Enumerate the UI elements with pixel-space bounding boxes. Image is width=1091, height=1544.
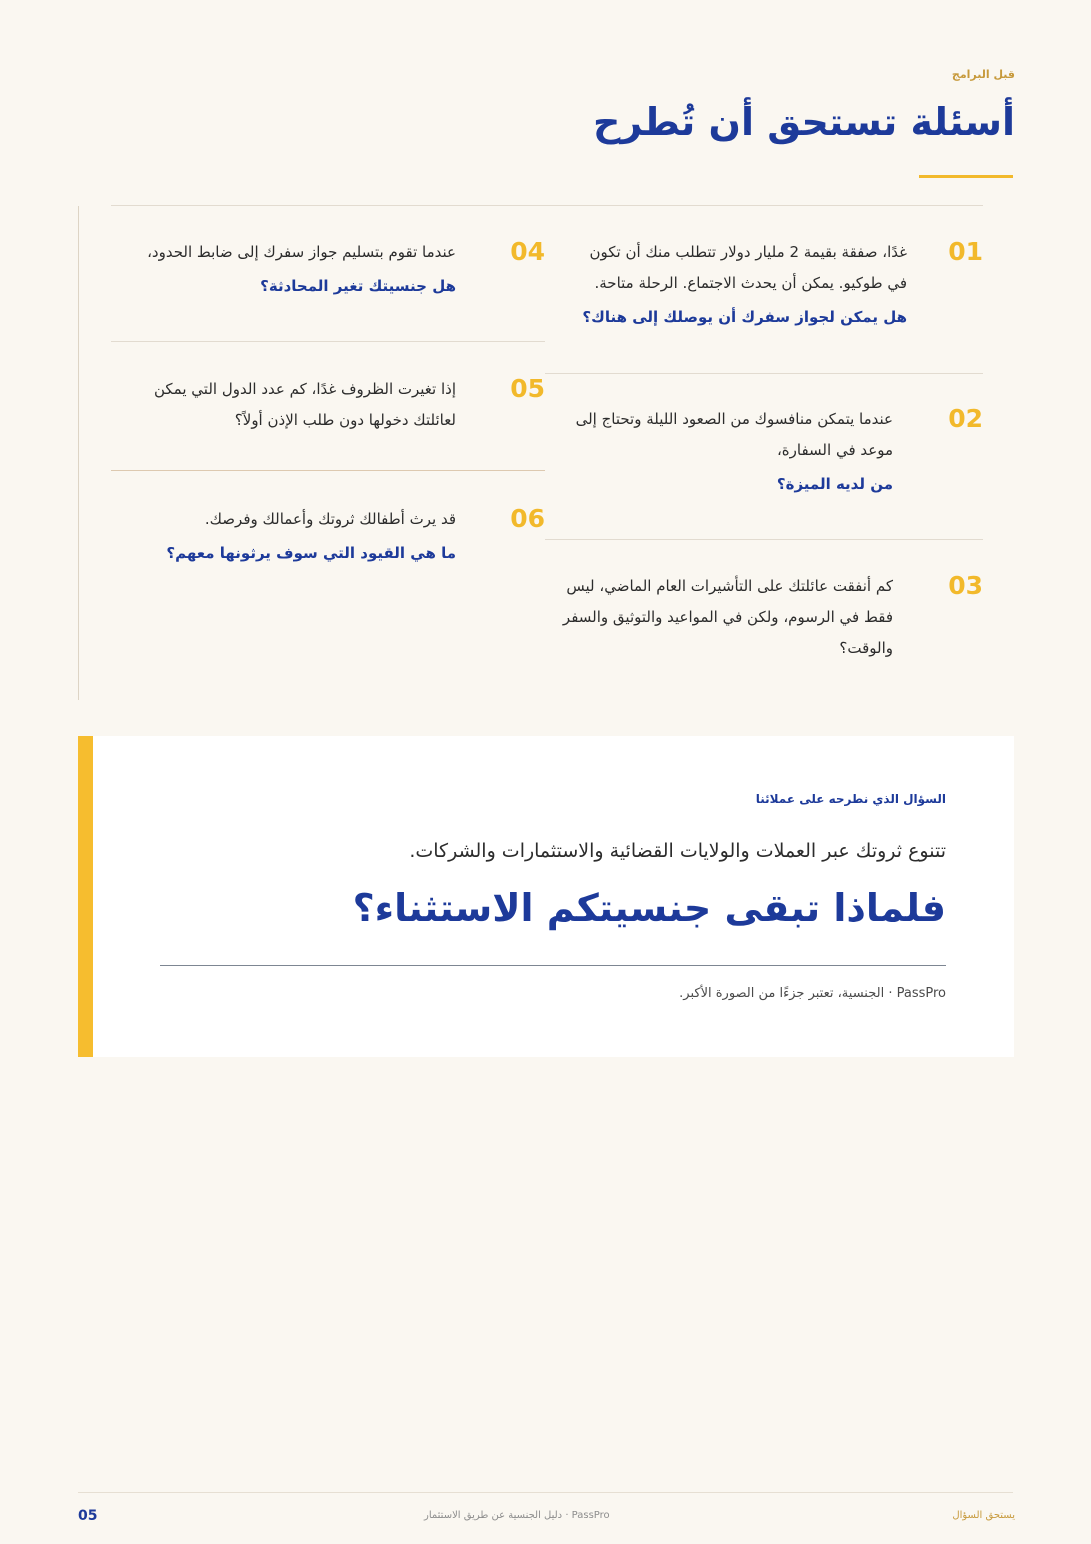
question-text-line: غدًا، صفقة بقيمة 2 مليار دولار تتطلب منك أن تكون	[589, 243, 907, 261]
question-text-line: عندما تقوم بتسليم جواز سفرك إلى ضابط الحدود،	[147, 243, 456, 261]
row-divider	[545, 539, 983, 540]
question-ask: هل جنسيتك تغير المحادثة؟	[260, 277, 456, 295]
question-item-01	[553, 237, 983, 329]
question-item-05	[115, 374, 545, 436]
page-eyebrow: قبل البرامج	[951, 68, 1015, 81]
row-divider	[111, 470, 545, 471]
question-body	[115, 374, 456, 436]
question-item-06	[115, 504, 545, 565]
question-number: 03	[948, 571, 983, 600]
title-underline	[919, 175, 1013, 178]
footer-document-title: PassPro · دليل الجنسية عن طريق الاستثمار	[424, 1510, 610, 1521]
row-divider	[111, 205, 983, 206]
question-ask: ما هي القيود التي سوف يرثونها معهم؟	[166, 544, 456, 562]
callout-subtext: تتنوع ثروتك عبر العملات والولايات القضائية والاستثمارات والشركات.	[409, 840, 946, 862]
question-body	[553, 237, 907, 329]
grid-divider-vertical	[78, 206, 79, 700]
question-body	[553, 571, 893, 664]
footer-page-number: 05	[78, 1508, 98, 1524]
question-text-line: في طوكيو. يمكن أن يحدث الاجتماع. الرحلة متاحة.	[594, 274, 907, 292]
callout-eyebrow: السؤال الذي نطرحه على عملائنا	[755, 792, 946, 806]
question-item-03	[553, 571, 983, 664]
question-text-line: فقط في الرسوم، ولكن في المواعيد والتوثيق والسفر	[562, 608, 893, 626]
question-text-line: قد يرث أطفالك ثروتك وأعمالك وفرصك.	[204, 510, 456, 528]
question-item-04	[115, 237, 545, 298]
row-divider	[111, 341, 545, 342]
question-item-02	[553, 404, 983, 496]
page-title: أسئلة تستحق أن تُطرح	[592, 100, 1015, 144]
question-body	[115, 504, 456, 565]
callout-note: PassPro · الجنسية، تعتبر جزءًا من الصورة الأكبر.	[679, 986, 946, 1001]
footer-section-title: يستحق السؤال	[952, 1510, 1015, 1521]
question-text-line: عندما يتمكن منافسوك من الصعود الليلة وتحتاج إلى	[575, 410, 893, 428]
question-number: 01	[948, 237, 983, 266]
question-number: 06	[510, 504, 545, 533]
question-number: 05	[510, 374, 545, 403]
question-ask: من لديه الميزة؟	[776, 475, 893, 493]
callout-box	[78, 736, 1014, 1057]
row-divider	[545, 373, 983, 374]
question-number: 02	[948, 404, 983, 433]
callout-divider	[160, 965, 946, 966]
question-body	[553, 404, 893, 496]
callout-accent-bar	[78, 736, 93, 1057]
footer-divider	[78, 1492, 1013, 1493]
question-text-line: والوقت؟	[839, 639, 893, 657]
question-text-line: لعائلتك دخولها دون طلب الإذن أولاً؟	[234, 411, 456, 429]
callout-headline: فلماذا تبقى جنسيتكم الاستثناء؟	[352, 886, 946, 930]
question-ask: هل يمكن لجواز سفرك أن يوصلك إلى هناك؟	[582, 308, 907, 326]
question-text-line: إذا تغيرت الظروف غدًا، كم عدد الدول التي يمكن	[153, 380, 456, 398]
question-text-line: موعد في السفارة،	[776, 441, 893, 459]
question-number: 04	[510, 237, 545, 266]
question-body	[115, 237, 456, 298]
question-text-line: كم أنفقت عائلتك على التأشيرات العام الماضي، ليس	[566, 577, 893, 595]
